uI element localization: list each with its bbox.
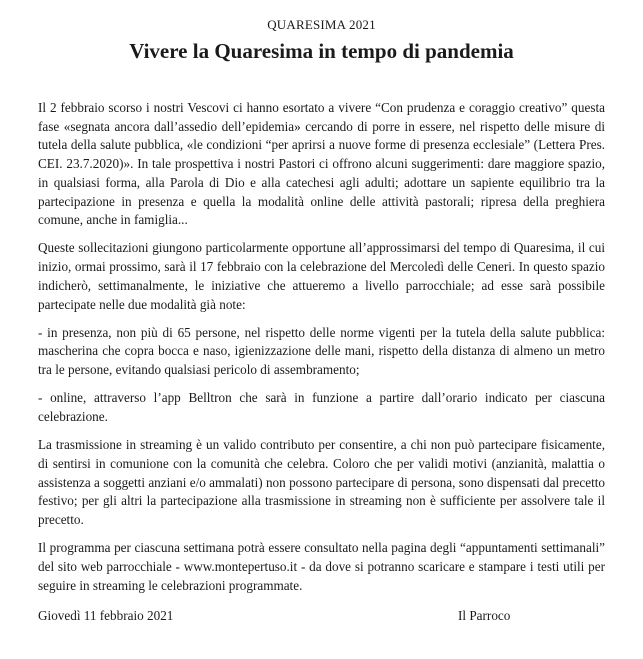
document-signature: Il Parroco <box>458 608 511 623</box>
document-body <box>38 99 605 605</box>
document-date: Giovedì 11 febbraio 2021 <box>38 608 174 623</box>
document-title: Vivere la Quaresima in tempo di pandemia <box>129 39 514 63</box>
paragraph-in-person: - in presenza, non più di 65 persone, nel rispetto delle norme vigenti per la tutela della salute pubblica: mascherina che copra bocca e naso, igienizzazione delle mani, rispetto della distanza di almeno un metro tra le persone, evitando qualsiasi pericolo di assembramento; <box>38 324 605 378</box>
paragraph-online: - online, attraverso l’app Belltron che sarà in funzione a partire dall’orario indicato per ciascuna celebrazione. <box>38 390 605 425</box>
paragraph-intro: Il 2 febbraio scorso i nostri Vescovi ci hanno esortato a vivere “Con prudenza e coraggio creativo” questa fase «segnata ancora dall’assedio dell’epidemia» cercando di porre in essere, nel rispetto delle misure di tutela della salute pubblica, «le condizioni “per aprirsi a nuove forme di presenza ecclesiale” (Lettera Pres. CEI. 23.7.2020)». In tale prospettiva i nostri Pastori ci offrono alcuni suggerimenti: dare maggiore spazio, in qualsiasi forma, alla Parola di Dio e alla catechesi agli adulti; adottare un sapiente equilibrio tra la partecipazione in presenza e quella la modalità online delle attività pastorali; ripresa della preghiera comune, anche in famiglia... <box>38 100 605 228</box>
paragraph-lent: Queste sollecitazioni giungono particolarmente opportune all’approssimarsi del tempo di Quaresima, il cui inizio, ormai prossimo, sarà il 17 febbraio con la celebrazione del Mercoledì delle Ceneri. In questo spazio indicherò, settimanalmente, le iniziative che attueremo a livello parrocchiale; ad esse sarà possibile partecipate nelle due modalità già note: <box>38 240 605 312</box>
paragraph-program: Il programma per ciascuna settimana potrà essere consultato nella pagina degli “appuntamenti settimanali” del sito web parrocchiale - www.montepertuso.it - da dove si potranno scaricare e stampare i testi utili per seguire in streaming le celebrazioni programmate. <box>38 540 605 593</box>
paragraph-streaming: La trasmissione in streaming è un valido contributo per consentire, a chi non può partecipare fisicamente, di sentirsi in comunione con la comunità che celebra. Coloro che per validi motivi (anzianità, malattia o assistenza a soggetti anziani e/o ammalati) non possono partecipare di persona, sono dispensati dal precetto festivo; per gli altri la partecipazione alla trasmissione in streaming non è sufficiente per assolvere tale il precetto. <box>38 437 605 528</box>
document-header: QUARESIMA 2021 <box>267 17 376 32</box>
